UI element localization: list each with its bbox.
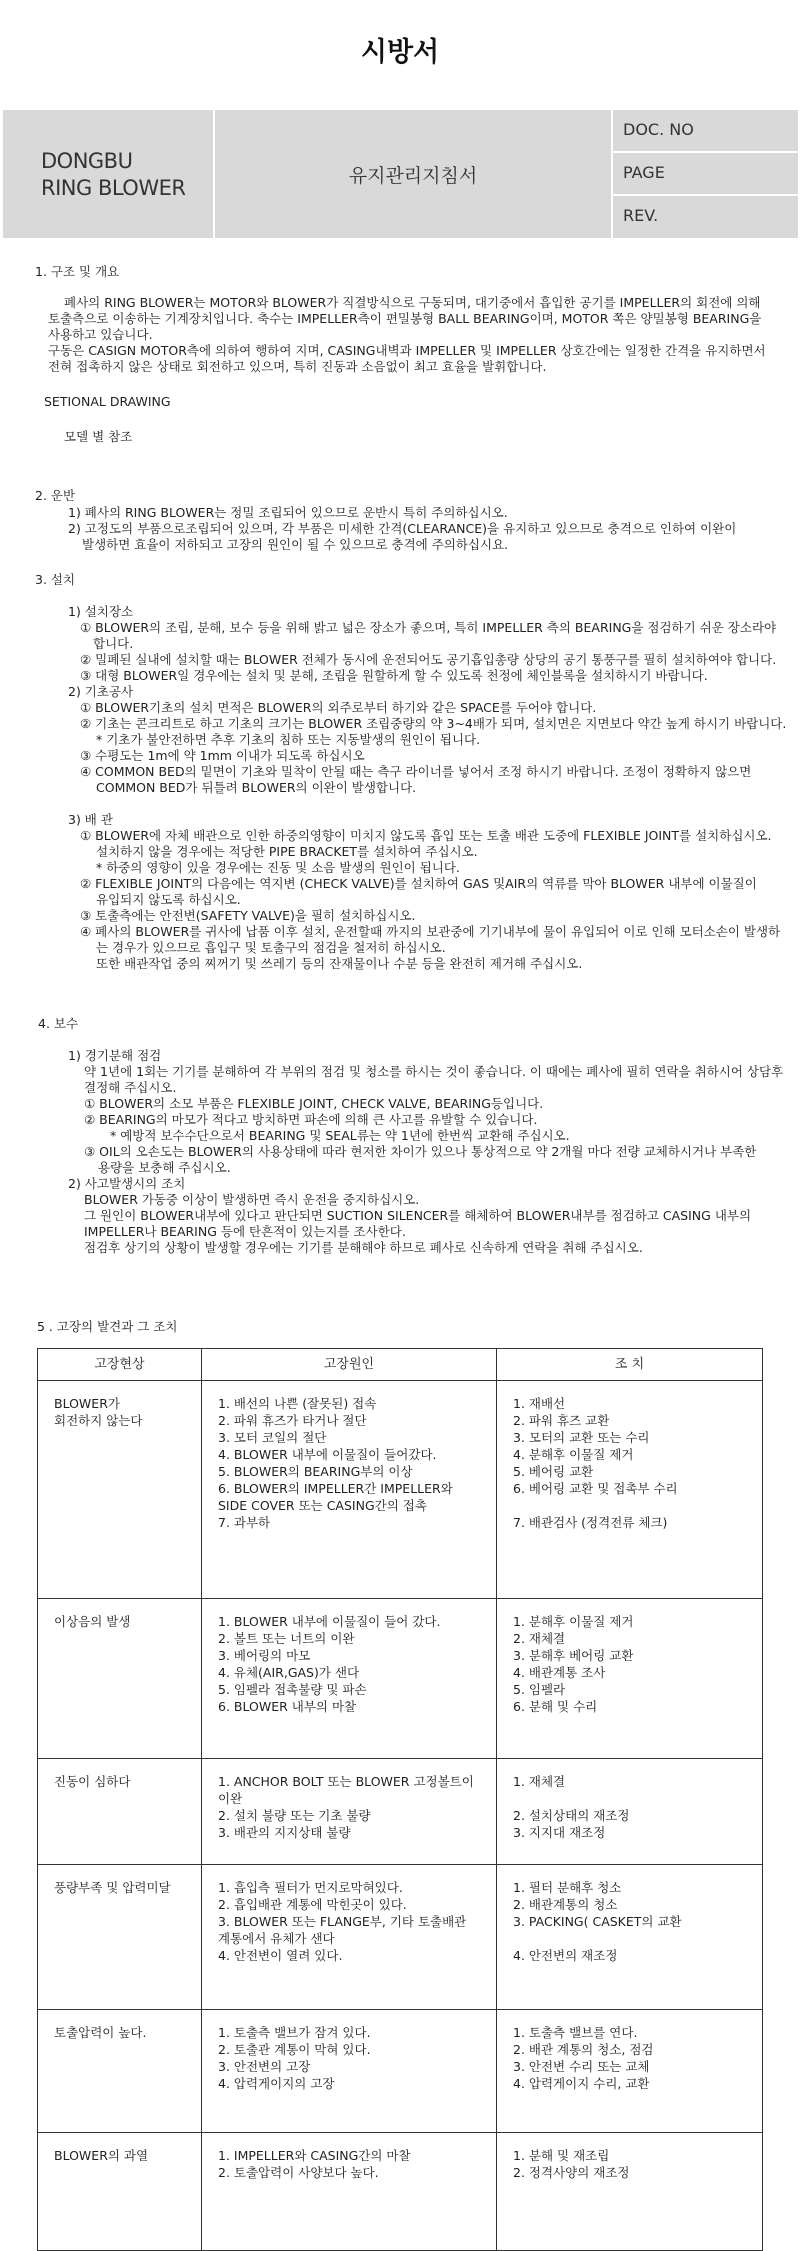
cell-line: 5. 임펠라 접촉불량 및 파손: [218, 1682, 367, 1697]
company-line: DONGBU: [41, 149, 133, 173]
section-heading: 1. 구조 및 개요: [35, 264, 120, 279]
cell-line: 3. 안전변의 고장: [218, 2059, 311, 2074]
header-divider: [611, 110, 613, 238]
document-header: [3, 110, 798, 238]
list-item: 2) 고정도의 부품으로조립되어 있으며, 각 부품은 미세한 간격(CLEARANCE)을 유지하고 있으므로 충격으로 인하여 이완이: [68, 521, 737, 536]
cell-line: 1. 재배선: [513, 1396, 566, 1411]
cell-line: 3. BLOWER 또는 FLANGE부, 기타 토출배관: [218, 1914, 467, 1929]
paragraph-line: 전혀 접촉하지 않은 상태로 회전하고 있으며, 특히 진동과 소음없이 최고 효율을 발휘합니다.: [48, 359, 547, 374]
list-item: 발생하면 효율이 저하되고 고장의 원인이 될 수 있으므로 충격에 주의하십시요.: [82, 537, 509, 552]
cell-line: 1. 흡입측 필터가 먼지로막혀있다.: [218, 1880, 403, 1895]
cell-line: 2. 설치 불량 또는 기초 불량: [218, 1808, 371, 1823]
header-divider: [613, 194, 798, 196]
cell-line: 1. IMPELLER와 CASING간의 마찰: [218, 2148, 411, 2163]
cell-line: 2. 설치상태의 재조정: [513, 1808, 630, 1823]
paragraph-line: 그 원인이 BLOWER내부에 있다고 판단되면 SUCTION SILENCER를 해체하여 BLOWER내부를 점검하고 CASING 내부의: [84, 1208, 752, 1223]
action-cell: [497, 1759, 763, 1865]
fault-table-body: [38, 1381, 763, 2251]
cell-line: 회전하지 않는다: [54, 1413, 143, 1428]
list-item: ② BEARING의 마모가 적다고 방치하면 파손에 의해 큰 사고를 유발할 수 있습니다.: [84, 1112, 538, 1127]
cell-line: 1. 분해후 이물질 제거: [513, 1614, 634, 1629]
rev-label: REV.: [623, 206, 659, 225]
cell-line: 5. 베어링 교환: [513, 1464, 594, 1479]
cell-line: 4. BLOWER 내부에 이물질이 들어갔다.: [218, 1447, 437, 1462]
paragraph-line: 결정해 주십시오.: [84, 1080, 177, 1095]
cell-line: 3. 지지대 재조정: [513, 1825, 606, 1840]
list-item: ④ 폐사의 BLOWER를 귀사에 납품 이후 설치, 운전할때 까지의 보관중에 기기내부에 물이 유입되어 이로 인해 모터소손이 발생하: [80, 924, 781, 939]
paragraph-line: IMPELLER나 BEARING 등에 탄흔적이 있는지를 조사한다.: [84, 1224, 406, 1239]
action-cell: [497, 2133, 763, 2251]
list-item: ② FLEXIBLE JOINT의 다음에는 역지변 (CHECK VALVE)를 설치하여 GAS 및AIR의 역류를 막아 BLOWER 내부에 이물질이: [80, 876, 757, 891]
table-row: [38, 1865, 763, 2010]
subheading: 1) 경기분해 점검: [68, 1048, 162, 1063]
action-cell: [497, 1865, 763, 2010]
cell-line: [513, 1497, 750, 1514]
cell-line: 7. 배관검사 (정격전류 체크): [513, 1515, 668, 1530]
cell-line: 6. BLOWER 내부의 마찰: [218, 1699, 357, 1714]
cell-line: 3. 안전변 수리 또는 교체: [513, 2059, 650, 2074]
note: * 예방적 보수수단으로서 BEARING 및 SEAL류는 약 1년에 한번씩 교환해 주십시오.: [110, 1128, 570, 1143]
list-item: ③ 수평도는 1m에 약 1mm 이내가 되도록 하십시오: [80, 748, 365, 763]
action-cell: [497, 1381, 763, 1599]
cell-line: 2. 파워 휴즈가 타거나 절단: [218, 1413, 367, 1428]
cell-line: 1. 필터 분해후 청소: [513, 1880, 622, 1895]
cell-line: 4. 배관계통 조사: [513, 1665, 606, 1680]
list-item: ③ OIL의 오손도는 BLOWER의 사용상태에 따라 현저한 차이가 있으나 통상적으로 약 2개월 마다 전량 교체하시거나 부족한: [84, 1144, 757, 1159]
cell-line: 1. 재체결: [513, 1774, 566, 1789]
table-row: [38, 2133, 763, 2251]
subheading: 2) 사고발생시의 조치: [68, 1176, 186, 1191]
cell-line: BLOWER가: [54, 1396, 120, 1411]
list-item: 는 경우가 있으므로 흡입구 및 토출구의 점검을 철저히 하십시오.: [96, 940, 446, 955]
section-heading: 5 . 고장의 발견과 그 조치: [37, 1319, 178, 1334]
doc-no-label: DOC. NO: [623, 120, 694, 139]
paragraph-line: 점검후 상기의 상황이 발생할 경우에는 기기를 분해해야 하므로 폐사로 신속하게 연락을 취해 주십시오.: [84, 1240, 643, 1255]
symptom-cell: [38, 1865, 202, 2010]
company-line: RING BLOWER: [41, 176, 186, 200]
header-divider: [613, 151, 798, 153]
symptom-cell: [38, 1599, 202, 1759]
cell-line: 1. ANCHOR BOLT 또는 BLOWER 고정볼트이: [218, 1774, 474, 1789]
cell-line: 2. 토출압력이 사양보다 높다.: [218, 2165, 379, 2180]
column-header: 고장원인: [202, 1349, 497, 1381]
table-header-row: [38, 1349, 763, 1381]
list-item: ② 밀폐된 실내에 설치할 때는 BLOWER 전체가 동시에 운전되어도 공기흡입총량 상당의 공기 통풍구를 필히 설치하여야 합니다.: [80, 652, 777, 667]
note: * 하중의 영향이 있을 경우에는 진동 및 소음 발생의 원인이 됩니다.: [96, 860, 460, 875]
company-name: [41, 148, 185, 202]
cell-line: 4. 압력게이지 수리, 교환: [513, 2076, 650, 2091]
cell-line: 2. 볼트 또는 너트의 이완: [218, 1631, 355, 1646]
cell-line: 1. 배선의 나쁜 (잘못된) 접속: [218, 1396, 377, 1411]
cell-line: 2. 배관 계통의 청소, 점검: [513, 2042, 654, 2057]
paragraph-line: 사용하고 있습니다.: [48, 327, 153, 342]
cause-cell: [202, 1599, 497, 1759]
cell-line: 풍량부족 및 압력미달: [54, 1880, 171, 1895]
cell-line: 4. 유체(AIR,GAS)가 샌다: [218, 1665, 360, 1680]
cell-line: 4. 압력게이지의 고장: [218, 2076, 335, 2091]
cell-line: 6. 분해 및 수리: [513, 1699, 598, 1714]
cell-line: 4. 안전변의 재조정: [513, 1948, 618, 1963]
page-title: 시방서: [360, 37, 440, 68]
cell-line: BLOWER의 과열: [54, 2148, 149, 2163]
list-item: 유입되지 않도록 하십시오.: [96, 892, 241, 907]
cell-line: 4. 분해후 이물질 제거: [513, 1447, 634, 1462]
cell-line: 2. 흡입배관 계통에 막힌곳이 있다.: [218, 1897, 407, 1912]
list-item: ② 기초는 콘크리트로 하고 기초의 크기는 BLOWER 조립중량의 약 3~4배가 되며, 설치면은 지면보다 약간 높게 하시기 바랍니다.: [80, 716, 787, 731]
cause-cell: [202, 1381, 497, 1599]
table-row: [38, 1599, 763, 1759]
symptom-cell: [38, 2133, 202, 2251]
action-cell: [497, 1599, 763, 1759]
list-item: 합니다.: [93, 636, 134, 651]
list-item: ④ COMMON BED의 밑면이 기초와 밀착이 안될 때는 측구 라이너를 넣어서 조정 하시기 바랍니다. 조정이 정확하지 않으면: [80, 764, 752, 779]
cell-line: 이상음의 발생: [54, 1614, 131, 1629]
column-header: 고장현상: [38, 1349, 202, 1381]
cell-line: 6. BLOWER의 IMPELLER간 IMPELLER와: [218, 1481, 453, 1496]
cell-line: 계통에서 유체가 샌다: [218, 1931, 335, 1946]
cell-line: 2. 정격사양의 재조정: [513, 2165, 630, 2180]
list-item: ① BLOWER의 소모 부품은 FLEXIBLE JOINT, CHECK VALVE, BEARING등입니다.: [84, 1096, 544, 1111]
document-title: 유지관리지침서: [348, 165, 478, 187]
cell-line: 5. BLOWER의 BEARING부의 이상: [218, 1464, 413, 1479]
cell-line: 1. 분해 및 재조립: [513, 2148, 610, 2163]
cell-line: SIDE COVER 또는 CASING간의 접촉: [218, 1498, 427, 1513]
paragraph-line: BLOWER 가동중 이상이 발생하면 즉시 운전을 중지하십시오.: [84, 1192, 420, 1207]
symptom-cell: [38, 1759, 202, 1865]
cause-cell: [202, 1759, 497, 1865]
cell-line: 3. 베어링의 마모: [218, 1648, 311, 1663]
cell-line: 1. 토출측 밸브를 연다.: [513, 2025, 638, 2040]
table-row: [38, 1759, 763, 1865]
cell-line: 2. 재체결: [513, 1631, 566, 1646]
paragraph-line: 폐사의 RING BLOWER는 MOTOR와 BLOWER가 직결방식으로 구동되며, 대기중에서 흡입한 공기를 IMPELLER의 회전에 의해: [64, 295, 761, 310]
cause-cell: [202, 1865, 497, 2010]
paragraph-line: 구동은 CASIGN MOTOR측에 의하여 행하여 지며, CASING내벽과 IMPELLER 및 IMPELLER 상호간에는 일정한 간격을 유지하면서: [48, 343, 766, 358]
cell-line: 3. 분해후 베어링 교환: [513, 1648, 634, 1663]
paragraph-line: 토출측으로 이송하는 기계장치입니다. 축수는 IMPELLER측이 편밀봉형 BALL BEARING이며, MOTOR 쪽은 양밀봉형 BEARING을: [48, 311, 762, 326]
table-row: [38, 1381, 763, 1599]
cell-line: 토출압력이 높다.: [54, 2025, 147, 2040]
table-row: [38, 2010, 763, 2133]
list-item: COMMON BED가 뒤틀려 BLOWER의 이완이 발생합니다.: [96, 780, 417, 795]
list-item: 용량을 보충해 주십시오.: [98, 1160, 231, 1175]
cell-line: 3. PACKING( CASKET의 교환: [513, 1914, 682, 1929]
cell-line: 2. 파워 휴즈 교환: [513, 1413, 610, 1428]
list-item: 또한 배관작업 중의 찌꺼기 및 쓰레기 등의 잔재물이나 수분 등을 완전히 제거해 주십시오.: [96, 956, 583, 971]
paragraph-line: 약 1년에 1회는 기기를 분해하여 각 부위의 점검 및 청소를 하시는 것이 좋습니다. 이 때에는 폐사에 필히 연락을 취하시어 상담후: [84, 1064, 784, 1079]
list-item: ③ 토출측에는 안전변(SAFETY VALVE)을 필히 설치하십시오.: [80, 908, 416, 923]
note: * 기초가 불안전하면 추후 기초의 침하 또는 지동발생의 원인이 됩니다.: [96, 732, 481, 747]
cell-line: 이완: [218, 1791, 243, 1806]
cause-cell: [202, 2133, 497, 2251]
cell-line: 1. 토출측 밸브가 잠겨 있다.: [218, 2025, 371, 2040]
cell-line: 3. 모터의 교환 또는 수리: [513, 1430, 650, 1445]
list-item: ① BLOWER의 조립, 분해, 보수 등을 위해 밝고 넓은 장소가 좋으며, 특히 IMPELLER 측의 BEARING을 점검하기 쉬운 장소라야: [80, 620, 777, 635]
cell-line: [513, 1930, 750, 1947]
action-cell: [497, 2010, 763, 2133]
cause-cell: [202, 2010, 497, 2133]
subheading: 3) 배 관: [68, 812, 113, 827]
cell-line: 7. 과부하: [218, 1515, 271, 1530]
symptom-cell: [38, 1381, 202, 1599]
fault-table: [37, 1348, 763, 2251]
list-item: ③ 대형 BLOWER일 경우에는 설치 및 분해, 조립을 원할하게 할 수 있도록 천정에 체인블록을 설치하시기 바랍니다.: [80, 668, 708, 683]
list-item: 1) 폐사의 RING BLOWER는 정밀 조립되어 있으므로 운반시 특히 주의하십시오.: [68, 505, 508, 520]
subheading: 1) 설치장소: [68, 604, 134, 619]
subheading: SETIONAL DRAWING: [44, 394, 171, 409]
symptom-cell: [38, 2010, 202, 2133]
section-heading: 3. 설치: [35, 572, 76, 587]
cell-line: 3. 모터 코일의 절단: [218, 1430, 327, 1445]
section-heading: 4. 보수: [38, 1016, 79, 1031]
subheading: 2) 기초공사: [68, 684, 134, 699]
cell-line: 5. 임펠라: [513, 1682, 566, 1697]
list-item: 설치하지 않을 경우에는 적당한 PIPE BRACKET를 설치하여 주십시오.: [96, 844, 478, 859]
cell-line: 4. 안전변이 열려 있다.: [218, 1948, 343, 1963]
cell-line: 2. 배관계통의 청소: [513, 1897, 618, 1912]
list-item: ① BLOWER기초의 설치 면적은 BLOWER의 외주로부터 하기와 같은 SPACE를 두어야 합니다.: [80, 700, 597, 715]
list-item: ① BLOWER에 자체 배관으로 인한 하중의영향이 미치지 않도록 흡입 또는 토출 배관 도중에 FLEXIBLE JOINT를 설치하십시오.: [80, 828, 772, 843]
paragraph-line: 모델 별 참조: [64, 429, 133, 444]
cell-line: 6. 베어링 교환 및 접촉부 수리: [513, 1481, 678, 1496]
page-label: PAGE: [623, 163, 665, 182]
cell-line: [513, 1790, 750, 1807]
cell-line: 1. BLOWER 내부에 이물질이 들어 갔다.: [218, 1614, 441, 1629]
cell-line: 2. 토출관 계통이 막혀 있다.: [218, 2042, 371, 2057]
cell-line: 진동이 심하다: [54, 1774, 131, 1789]
column-header: 조 치: [497, 1349, 763, 1381]
cell-line: 3. 배관의 지지상태 불량: [218, 1825, 351, 1840]
section-heading: 2. 운반: [35, 488, 76, 503]
